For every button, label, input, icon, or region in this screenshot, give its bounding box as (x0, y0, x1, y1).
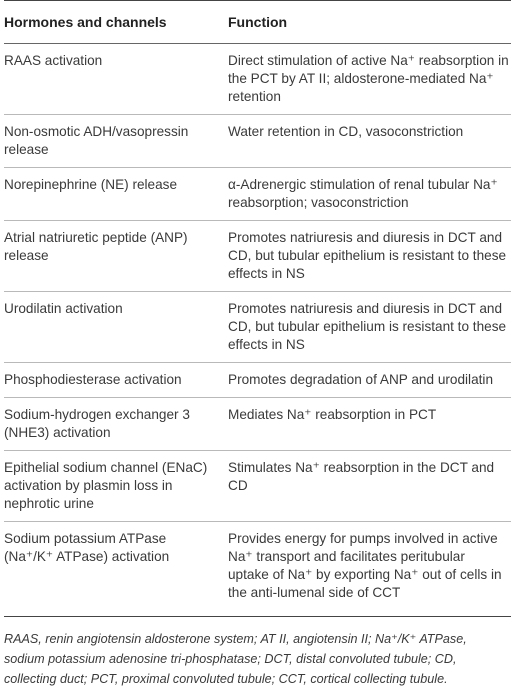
header-hormones-channels: Hormones and channels (4, 1, 220, 44)
table-row (4, 398, 511, 451)
hormone-cell: Epithelial sodium channel (ENaC) activation by plasmin loss in nephrotic urine (4, 451, 220, 522)
table-row (4, 363, 511, 398)
function-cell: Provides energy for pumps involved in active Na⁺ transport and facilitates peritubular uptake of Na⁺ by exporting Na⁺ out of cells in the anti-lumenal side of CCT (220, 522, 511, 617)
hormones-channels-table (4, 0, 511, 617)
hormone-cell: Urodilatin activation (4, 292, 220, 363)
table-row (4, 451, 511, 522)
hormone-cell: Atrial natriuretic peptide (ANP) release (4, 221, 220, 292)
table-row (4, 168, 511, 221)
function-cell: Promotes natriuresis and diuresis in DCT and CD, but tubular epithelium is resistant to these effects in NS (220, 221, 511, 292)
table-row (4, 115, 511, 168)
table-footnote: RAAS, renin angiotensin aldosterone system; AT II, angiotensin II; Na⁺/K⁺ ATPase, sodium potassium adenosine tri-phosphatase; DCT, distal convoluted tubule; CD, collecting duct; PCT, proximal convoluted tubule; CCT, cortical collecting tubule. (4, 632, 467, 686)
hormone-cell: RAAS activation (4, 44, 220, 115)
function-cell: Promotes degradation of ANP and urodilatin (220, 363, 511, 398)
header-function: Function (220, 1, 511, 44)
hormone-cell: Sodium-hydrogen exchanger 3 (NHE3) activation (4, 398, 220, 451)
function-cell: α-Adrenergic stimulation of renal tubular Na⁺ reabsorption; vasoconstriction (220, 168, 511, 221)
table-row (4, 44, 511, 115)
hormone-cell: Norepinephrine (NE) release (4, 168, 220, 221)
function-cell: Promotes natriuresis and diuresis in DCT and CD, but tubular epithelium is resistant to these effects in NS (220, 292, 511, 363)
table-header-row (4, 1, 511, 44)
table-row (4, 292, 511, 363)
function-cell: Direct stimulation of active Na⁺ reabsorption in the PCT by AT II; aldosterone-mediated Na⁺ retention (220, 44, 511, 115)
function-cell: Mediates Na⁺ reabsorption in PCT (220, 398, 511, 451)
hormone-cell: Sodium potassium ATPase (Na⁺/K⁺ ATPase) activation (4, 522, 220, 617)
table-row (4, 522, 511, 617)
hormone-cell: Non-osmotic ADH/vasopressin release (4, 115, 220, 168)
function-cell: Stimulates Na⁺ reabsorption in the DCT and CD (220, 451, 511, 522)
hormone-cell: Phosphodiesterase activation (4, 363, 220, 398)
table-row (4, 221, 511, 292)
function-cell: Water retention in CD, vasoconstriction (220, 115, 511, 168)
